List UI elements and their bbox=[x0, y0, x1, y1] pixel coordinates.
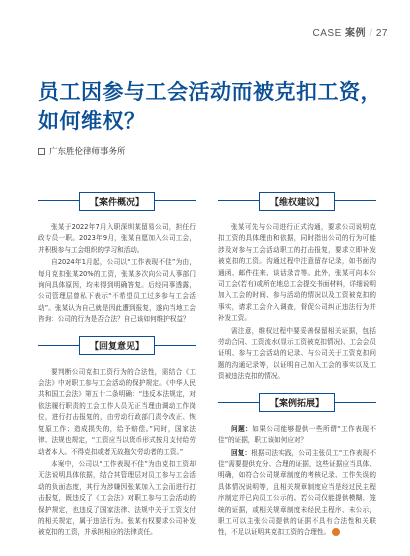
question-paragraph bbox=[218, 424, 376, 447]
running-header bbox=[313, 24, 388, 39]
section-heading-reply bbox=[38, 335, 196, 357]
section-heading-rights bbox=[218, 190, 376, 212]
left-column bbox=[38, 190, 196, 540]
heading-label: 【回复意见】 bbox=[79, 336, 155, 355]
paragraph: 张某可先与公司进行正式沟通，要求公司说明克扣工资的具体理由和依据，同时指出公司的行为可能涉及对参与工会活动职工的打击报复，要求立即补发被克扣的工资。沟通过程中注意留存记录，如书面沟通函、邮件往来、谈话录音等。此外，张某可向本公司工会(若有)或所在地总工会提交书面材料，详细说明加入工会的时间、参与活动的情况以及工资被克扣的事实，请求工会介入调查，督促公司纠正违法行为并补发工资。 bbox=[218, 223, 376, 323]
heading-label: 【维权建议】 bbox=[259, 192, 335, 211]
heading-label: 【案件概况】 bbox=[79, 192, 155, 211]
spacer bbox=[38, 327, 196, 335]
header-separator: / bbox=[369, 28, 373, 39]
section-label: 案例 bbox=[345, 28, 367, 39]
section-heading-overview bbox=[38, 190, 196, 212]
answer-paragraph bbox=[218, 448, 376, 539]
paragraph: 要判断公司克扣工资行为的合法性，需结合《工会法》中对职工参与工会活动的保护规定。《中华人民共和国工会法》第五十二条明确：“违反本法规定，对依法履行职责的工会工作人员无正当理由调动工作岗位，进行打击报复的，由劳动行政部门责令改正、恢复原工作；造成损失的，给予赔偿。”同时，国家法律、法规也规定，“工资应当以货币形式按月支付给劳动者本人。不得克扣或者无故拖欠劳动者的工资。” bbox=[38, 367, 196, 456]
case-label: CASE bbox=[312, 28, 342, 39]
section-heading-extension bbox=[218, 392, 376, 414]
page-number: 27 bbox=[375, 28, 388, 39]
end-mark-icon bbox=[332, 528, 340, 536]
article-title bbox=[38, 78, 388, 136]
paragraph: 本案中，公司以“工作表现不佳”为由克扣工资却无法说明具体依据，结合其管理层对员工参与工会活动的负面态度，其行为涉嫌因张某加入工会而进行打击报复，既违反了《工会法》对职工参与工会活动的保护规定，也违反了国家法律、法规中关于工资支付的相关规定，属于违法行为。张某有权要求公司补发被克扣的工资，并承担相应的法律责任。 bbox=[38, 459, 196, 537]
author-line bbox=[38, 145, 126, 157]
square-icon bbox=[38, 148, 45, 155]
paragraph: 需注意，维权过程中要妥善保留相关证据，包括劳动合同、工资流水(显示工资被克扣情况)、工会会员证明、参与工会活动的记录、与公司关于工资克扣问题的沟通记录等，以证明自己加入工会的事实以及工资被违法克扣的情况。 bbox=[218, 326, 376, 381]
title-line-1: 员工因参与工会活动而被克扣工资， bbox=[38, 80, 382, 104]
spacer bbox=[218, 384, 376, 392]
heading-label: 【案例拓展】 bbox=[259, 393, 335, 412]
paragraph: 张某于2022年7月入职深圳某留易公司，担任行政专员一职。2023年9月，张某自愿加入公司工会，并积极参与工会组织的学习和活动。 bbox=[38, 223, 196, 254]
right-column bbox=[218, 190, 376, 540]
paragraph: 自2024年1月起，公司以“工作表现不佳”为由，每月克扣张某20%的工资，张某多次向公司人事部门询问具体原因，均未得到明确答复。后经同事透露，公司管理层曾私下表示“不希望员工过多参与工会活动”。张某认为自己就是因此遭到报复，遂向当地工会咨询：公司的行为是否合法？自己该如何维护权益？ bbox=[38, 258, 196, 324]
answer-label: 回复： bbox=[231, 448, 252, 457]
title-line-2: 如何维权？ bbox=[38, 109, 146, 133]
question-label: 问题： bbox=[231, 424, 253, 433]
answer-text: 根据司法实践，公司主张员工“工作表现不佳”需要提供充分、合理的证据，这些证据应当具体、明确，如符合公司规章制度的考核记录、工作失误的具体情况说明等，且相关规章制度应当是经过民主程序制定并已向员工公示的。若公司仅能提供模糊、笼统的证据，或相关规章制度未经民主程序、未公示，职工可以主张公司提供的证据不具有合法性和关联性，不足以证明其克扣工资的合理性。 bbox=[218, 448, 377, 537]
author-name: 广东胜伦律师事务所 bbox=[49, 147, 126, 157]
question-text: 如果公司能够提供一些所谓“工作表现不佳”的证据，职工该如何应对？ bbox=[218, 424, 377, 445]
